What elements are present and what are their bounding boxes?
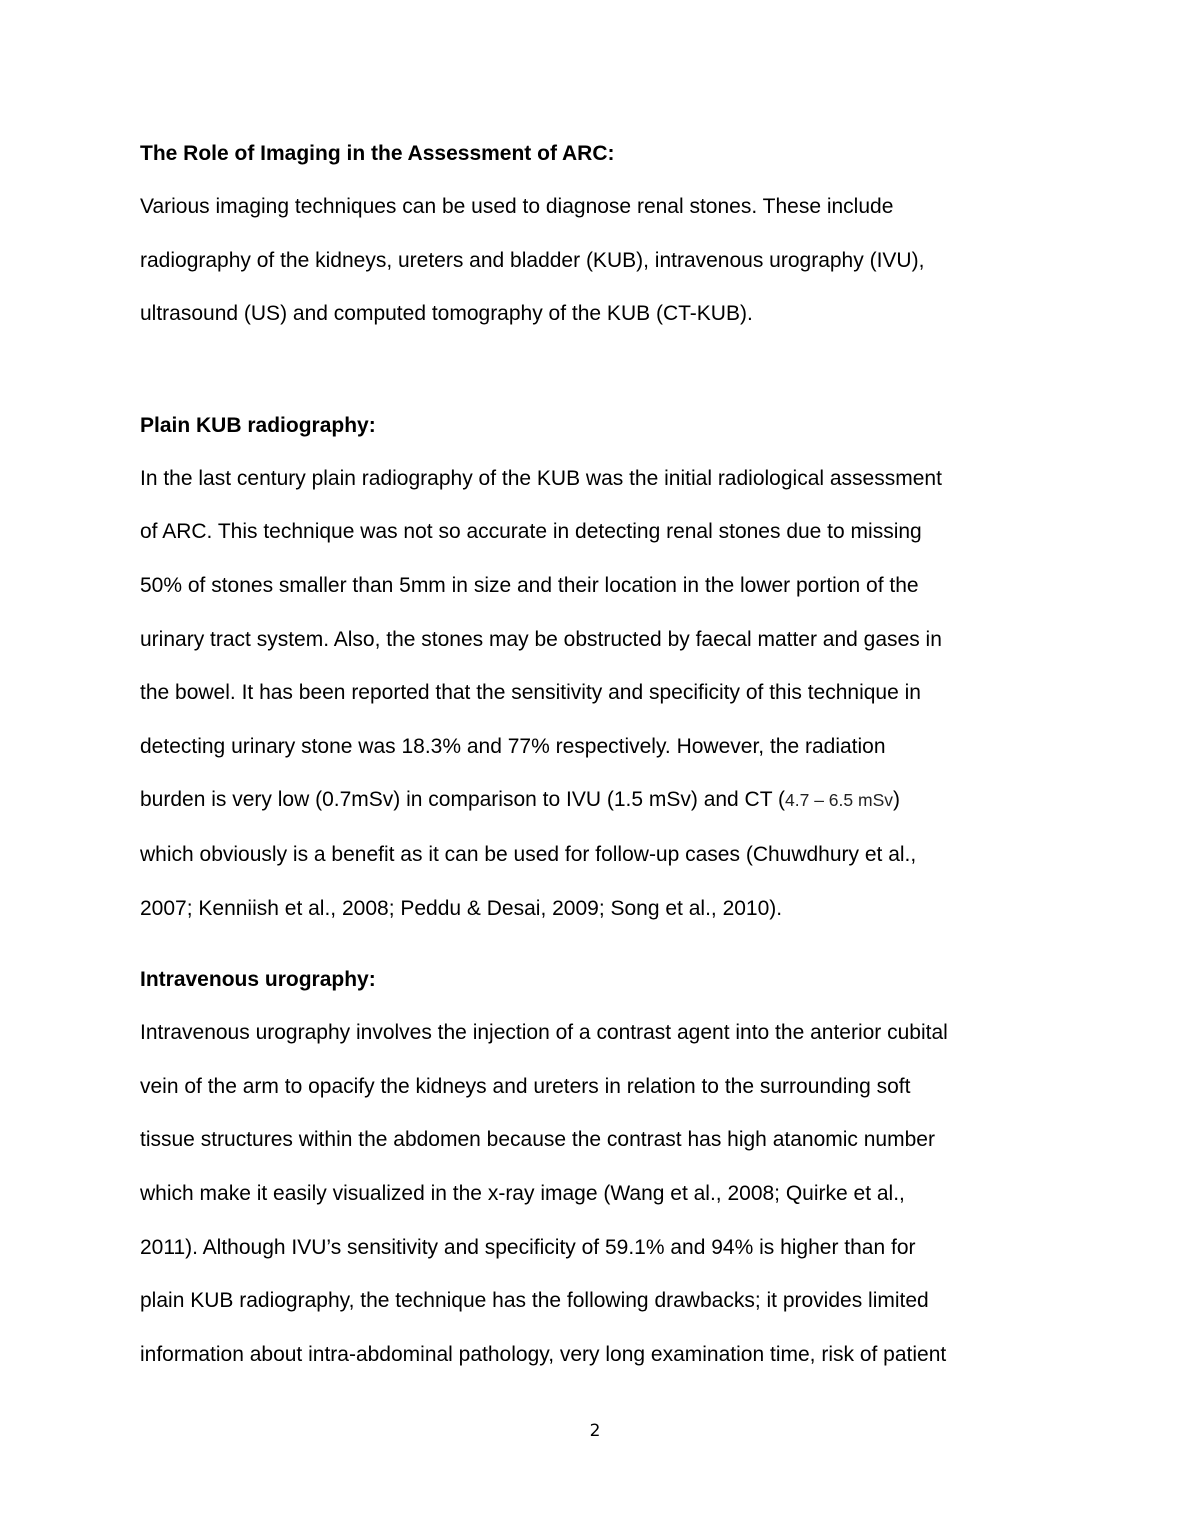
section-heading-plain-kub: Plain KUB radiography: (140, 413, 376, 437)
text-line: of ARC. This technique was not so accurate in detecting renal stones due to missing (140, 520, 922, 544)
ct-dose-range: 4.7 – 6.5 mSv (785, 790, 893, 811)
text-line: ultrasound (US) and computed tomography of the KUB (CT-KUB). (140, 302, 753, 326)
page-number: 2 (589, 1421, 601, 1441)
text-line: 50% of stones smaller than 5mm in size and their location in the lower portion of the (140, 573, 919, 597)
text-line: detecting urinary stone was 18.3% and 77% respectively. However, the radiation (140, 734, 886, 758)
text-line: Various imaging techniques can be used to diagnose renal stones. These include (140, 195, 894, 218)
text-line: 2007; Kenniish et al., 2008; Peddu & Desai, 2009; Song et al., 2010). (140, 896, 783, 920)
text-line: 2011). Although IVU’s sensitivity and specificity of 59.1% and 94% is higher than for (140, 1235, 916, 1259)
text-fragment: ) (893, 788, 900, 812)
document-page (140, 136, 1050, 1381)
text-line-radiation-burden (140, 773, 1050, 828)
text-line: Intravenous urography involves the injection of a contrast agent into the anterior cubital (140, 1021, 948, 1045)
text-line: tissue structures within the abdomen because the contrast has high atanomic number (140, 1128, 935, 1152)
paragraph-plain-kub (140, 452, 1050, 935)
text-line: urinary tract system. Also, the stones may be obstructed by faecal matter and gases in (140, 627, 942, 651)
text-line: information about intra-abdominal pathology, very long examination time, risk of patient (140, 1342, 947, 1366)
text-line: radiography of the kidneys, ureters and bladder (KUB), intravenous urography (IVU), (140, 248, 925, 272)
section-heading-intravenous-urography: Intravenous urography: (140, 968, 376, 992)
text-fragment: burden is very low (0.7mSv) in comparison to IVU (1.5 mSv) and CT ( (140, 788, 786, 812)
paragraph-imaging-techniques (140, 180, 1050, 341)
section-heading-imaging-role: The Role of Imaging in the Assessment of ARC: (140, 142, 615, 165)
text-line: which obviously is a benefit as it can be used for follow-up cases (Chuwdhury et al., (140, 842, 917, 866)
text-line: which make it easily visualized in the x-ray image (Wang et al., 2008; Quirke et al., (140, 1181, 905, 1205)
paragraph-intravenous-urography (140, 1006, 1050, 1381)
text-line: In the last century plain radiography of the KUB was the initial radiological assessment (140, 466, 942, 490)
text-line: vein of the arm to opacify the kidneys and ureters in relation to the surrounding soft (140, 1074, 911, 1098)
text-line: the bowel. It has been reported that the sensitivity and specificity of this technique in (140, 681, 921, 705)
text-line: plain KUB radiography, the technique has the following drawbacks; it provides limited (140, 1289, 929, 1313)
